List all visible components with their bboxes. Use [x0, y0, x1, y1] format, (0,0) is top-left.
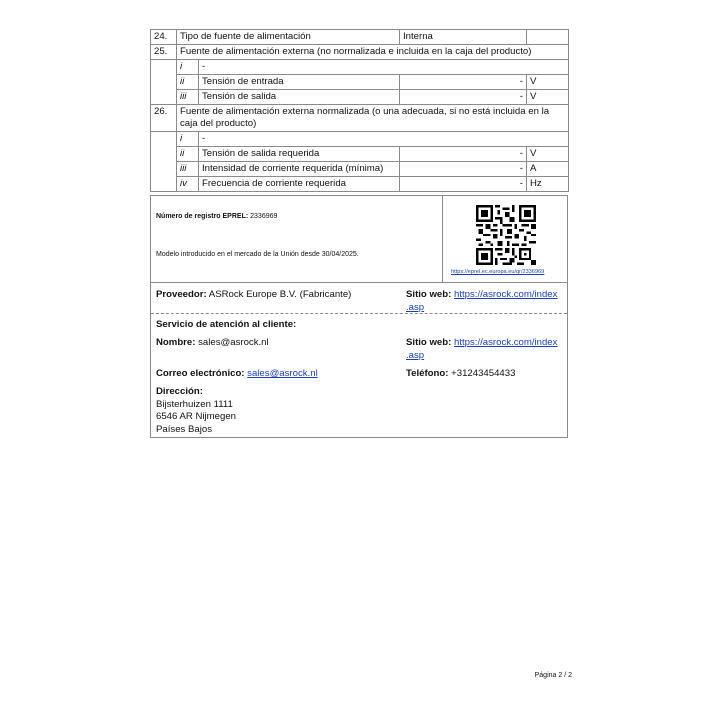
service-name-value: sales@asrock.nl: [198, 337, 269, 348]
sub-index: iii: [177, 90, 199, 105]
service-address: [156, 386, 236, 436]
supplier-web-link[interactable]: https://asrock.com/index: [453, 289, 558, 300]
spec-table: [150, 29, 569, 192]
service-phone-value: +31243454433: [451, 368, 516, 379]
qr-code-icon[interactable]: [476, 205, 536, 265]
sub-value: -: [400, 162, 527, 177]
supplier-line: [156, 289, 351, 300]
table-row: [151, 30, 569, 45]
sub-label: Tensión de salida requerida: [199, 147, 400, 162]
service-heading: Servicio de atención al cliente:: [156, 319, 297, 330]
model-market-date: Modelo introducido en el mercado de la Unión desde 30/04/2025.: [156, 251, 359, 258]
qr-section: [443, 196, 568, 283]
eprel-reg-line: [156, 213, 277, 220]
sub-index: ii: [177, 147, 199, 162]
address-line-2: 6546 AR Nijmegen: [156, 411, 236, 422]
sub-label: Frecuencia de corriente requerida: [199, 177, 400, 192]
service-web-label: Sitio web:: [406, 337, 452, 348]
page-number: Página 2 / 2: [534, 672, 572, 679]
supplier-label: Proveedor:: [156, 289, 207, 300]
divider: [151, 313, 567, 314]
service-email-line: [156, 368, 318, 379]
sub-unit: V: [527, 75, 569, 90]
table-row: [151, 45, 569, 60]
table-row: [151, 147, 569, 162]
row-value: Interna: [400, 30, 527, 45]
sub-unit: V: [527, 90, 569, 105]
sub-label: Tensión de entrada: [199, 75, 400, 90]
table-row: [151, 75, 569, 90]
supplier-value: ASRock Europe B.V. (Fabricante): [208, 289, 352, 300]
table-row: [151, 177, 569, 192]
service-name-line: [156, 337, 269, 348]
sub-unit: V: [527, 147, 569, 162]
eprel-reg-value: 2336969: [250, 213, 278, 220]
sub-index: i: [177, 60, 199, 75]
service-web-link-cont[interactable]: .asp: [406, 349, 425, 361]
sub-label: -: [199, 60, 569, 75]
sub-index: i: [177, 132, 199, 147]
supplier-website: [406, 289, 557, 314]
supplier-web-label: Sitio web:: [406, 289, 452, 300]
sub-value: -: [400, 75, 527, 90]
table-row: [151, 90, 569, 105]
service-phone-label: Teléfono:: [406, 368, 449, 379]
sub-label: -: [199, 132, 569, 147]
sub-index: iv: [177, 177, 199, 192]
address-line-3: Países Bajos: [156, 423, 212, 435]
eprel-registration: [151, 196, 443, 283]
row-number: 24.: [151, 30, 177, 45]
service-phone-line: [406, 368, 515, 379]
service-name-label: Nombre:: [156, 337, 196, 348]
sub-label: Intensidad de corriente requerida (mínima): [199, 162, 400, 177]
row-label: Fuente de alimentación externa normalizada (o una adecuada, si no está incluida en la caja del producto): [177, 105, 569, 132]
supplier-web-link-cont[interactable]: .asp: [406, 301, 425, 313]
supplier-info-box: [150, 195, 568, 438]
sub-label: Tensión de salida: [199, 90, 400, 105]
table-row: [151, 132, 569, 147]
row-label: Fuente de alimentación externa (no normalizada e incluida en la caja del producto): [177, 45, 569, 60]
service-email-label: Correo electrónico:: [156, 368, 245, 379]
table-row: [151, 162, 569, 177]
row-unit: [527, 30, 569, 45]
sub-index: iii: [177, 162, 199, 177]
sub-index: ii: [177, 75, 199, 90]
eprel-reg-label: Número de registro EPREL:: [156, 213, 249, 220]
qr-url-link[interactable]: https://eprel.ec.europa.eu/qr/2336969: [451, 269, 545, 275]
row-label: Tipo de fuente de alimentación: [177, 30, 400, 45]
service-web-link[interactable]: https://asrock.com/index: [453, 337, 558, 348]
service-email-link[interactable]: sales@asrock.nl: [247, 368, 318, 379]
sub-value: -: [400, 147, 527, 162]
sub-unit: A: [527, 162, 569, 177]
sub-unit: Hz: [527, 177, 569, 192]
row-number: 25.: [151, 45, 177, 60]
table-row: [151, 105, 569, 132]
row-number: 26.: [151, 105, 177, 132]
address-label: Dirección:: [156, 386, 203, 397]
sub-value: -: [400, 177, 527, 192]
service-website: [406, 337, 557, 362]
sub-value: -: [400, 90, 527, 105]
address-line-1: Bijsterhuizen 1111: [156, 398, 233, 410]
table-row: [151, 60, 569, 75]
